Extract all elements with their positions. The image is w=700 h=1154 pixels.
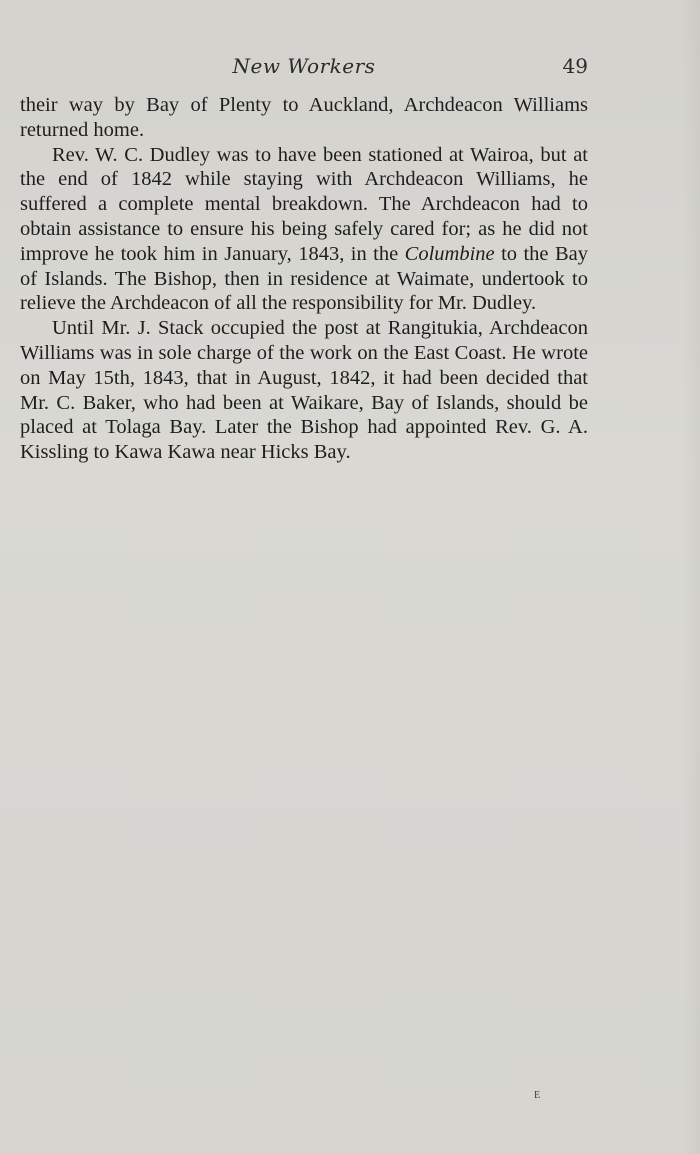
- page-number: 49: [562, 54, 588, 78]
- paragraph: [20, 93, 588, 143]
- body-text: [20, 93, 588, 465]
- text-segment: Until Mr. J. Stack occupied the post at Rangitukia, Archdeacon Williams was in sole charge of the work on the East Coast. He wrote on May 15th, 1843, that in August, 1842, it had been decided that Mr. C. Baker, who had been at Waikare, Bay of Islands, should be placed at Tolaga Bay. Later the Bishop had appointed Rev. G. A. Kissling to Kawa Kawa near Hicks Bay.: [20, 317, 588, 464]
- text-segment: to the Bay of Islands. The Bishop, then in residence at Waimate, undertook to relieve the Archdeacon of all the responsibility for Mr. Dudley.: [20, 242, 589, 315]
- page-edge-shadow: [682, 0, 700, 1154]
- paragraph: [20, 316, 588, 465]
- running-head: [20, 54, 588, 82]
- italic-text: Columbine: [404, 242, 495, 265]
- text-segment: Rev. W. C. Dudley was to have been stationed at Wairoa, but at the end of 1842 while staying with Archdeacon Williams, he suffered a complete mental breakdown. The Archdeacon had to obtain assistance to ensure his being safely cared for; as he did not improve he took him in January, 1843, in the: [20, 143, 588, 265]
- text-segment: their way by Bay of Plenty to Auckland, Archdeacon Williams returned home.: [20, 94, 588, 141]
- running-title: New Workers: [232, 54, 376, 78]
- signature-mark: E: [534, 1090, 541, 1101]
- paragraph: [20, 143, 588, 317]
